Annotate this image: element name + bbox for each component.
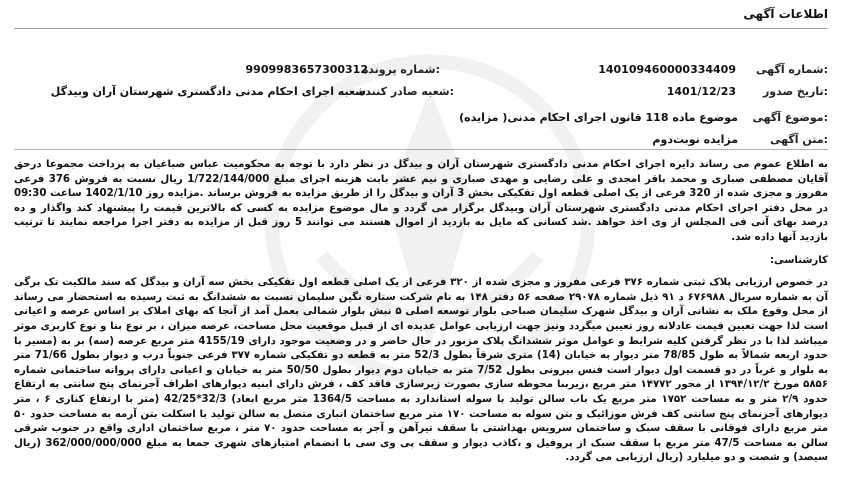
expert-label: کارشناسی: [769,254,828,266]
subject-value: موضوع ماده 118 قانون اجرای احکام مدنی( مزایده) [459,111,738,124]
case-number-value: 9909983657300312 [245,63,368,76]
page-title: اطلاعات آگهی [743,7,828,21]
case-number-label: شماره پرونده: [361,63,440,76]
ad-number-label: شماره آگهی: [756,63,828,76]
header-bar [14,0,828,29]
ad-meta [14,29,828,146]
issue-date-value: 1401/12/23 [666,85,736,98]
auction-paragraph: به اطلاع عموم می رساند دایره اجرای احکام مدنی دادگستری شهرستان آران و بیدگل در نظر دارد با توجه به محکومیت عباس صباغیان به پرداخت مجموعا درحق آقایان مصطفی صباری و محمد باقر امجدی و علی رضایی و مهدی صباری و نیم عشر بابت هزینه اجرای مبلغ 1/722/144/000 ریال نسبت به فروش 376 فرعی مفروز و مجزی شده از 320 فرعی از یک اصلی قطعه اول تفکیکی بخش 3 آران و بیدگل را از طریق مزایده به فروش برساند .مزایده روز 1402/1/10 ساعت 09:30 در محل دفتر اجرای احکام مدنی دادگستری شهرستان آران وبیدگل برگزار می گردد و مال موضوع مزایده به کسی که بالاترین قیمت را پیشنهاد کند واگذار و ده درصد بهای آنی فی المجلس از وی اخذ خواهد .شد کسانی که مایل به بازدید از اموال هستند می توانند 5 روز قبل از مزایده به دفتر اجرا مراجعه نمایند تا ترتیب بازدید آنها داده شد. [14,159,829,243]
ad-text-title: مزایده نوبت‌دوم [652,133,738,146]
subject-label: موضوع آگهی: [752,111,828,124]
ad-body [14,158,828,466]
appraisal-paragraph: در خصوص ارزیابی پلاک ثبتی شماره ۳۷۶ فرعی مفروز و مجزی شده از ۳۲۰ فرعی از یک اصلی قطعه اول تفکیکی بخش سه آران و بیدگل که سند مالکیت تک برگی آن به شماره سریال ۶۷۶۹۸۸ د ۹۱ ذیل شماره ۲۹۰۷۸ صفحه ۵۶ دفتر ۱۴۸ به نام شرکت ستاره نگین سلیمان نسبت به ششدانگ به ثبت رسیده به استحضار می رساند از محل وقوع ملک به نشانی آران و بیدگل شهرک سلیمان صباحی بلوار توسعه اصلی ۵ نبش بلوار شمالی بعمل آمد از آنجا که بهای املاک بر اساس عرصه و اعیانی است لذا جهت تعیین قیمت عادلانه روز تعیین میگردد ونیز جهت ارزیابی عوامل عدیده ای از قبیل موقعیت محل مساحت، عرصه میزان ، بر نوع بنا و نوع کاربری موثر میباشد لذا با در نظر گرفتن کلیه شرایط و عوامل موثر ششدانگ پلاک مزبور در حال حاضر و در وضعیت موجود دارای 4155/19 متر مربع عرصه (سه) بر به (مسیر با حدود اربعه شمالاً به طول 78/85 متر دیوار به خیابان (14) متری شرقاً بطول 52/3 متر به قطعه دو تفکیکی شماره ۳۷۷ فرعی جنوباً درب و دیوار بطول 71/66 متر به بلوار و غرباً در دو قسمت اول دیوار است فنس بیرونی بطول 7/52 متر به خیابان دوم دیوار بطول 50/50 متر به خیابان و اعیانی دارای پروانه ساختمانی شماره ۵۸۵۶ مورخ ۱۳۹۴/۱۲/۲ از محور ۱۴۷۷۲ متر مربع ،زیربنا محوطه سازی بصورت زیرسازی فاقد کف ، فرش دارای ابنیه دیوارهای اطراف آجرنمای پنج سانتی به ارتفاع حدود ۲/۹ متر و به مساحت ۱۷۵۲ متر مربع یک باب سالن تولید با سوله استاندارد به مساحت 1364/5 متر مربع ابعاد) 32/3*42/25 (متر با ارتفاع کناری ۶ ، متر دیوارهای آجرنمای پنج سانتی کف فرش موزائیک و بتن سوله به مساحت ۱۷۰ متر مربع ساختمان انباری متصل به سالن تولید با اسکلت بتن آرمه به مساحت حدود ۵۰ متر مربع دارای فوقانی با سقف سبک و ساختمان سرویس بهداشتی با سقف تیرآهن و آجر به مساحت حدود ۷۰ متر ، مربع ساختمان اداری واقع در جنوب شرقی سالن به مساحت 47/5 متر مربع با سقف سبک از پروفیل و ،کاذب دیوار و سقف پی وی سی با انضمام امتیازهای شهری جمعا به مبلغ 362/000/000/000 (ریال سیصد) و شصت و دو میلیارد (ریال ارزیابی می گردد. [14,277,829,464]
issue-date-label: تاریخ صدور: [762,85,828,98]
issuer-label: شعبه صادر کننده: [358,85,454,98]
ad-number-value: 140109460000334409 [598,63,736,76]
ad-text-label: متن آگهی: [770,133,828,146]
issuer-value: شعبه اجرای احکام مدنی دادگستری شهرستان آران وبیدگل [50,85,366,98]
divider [14,149,828,150]
